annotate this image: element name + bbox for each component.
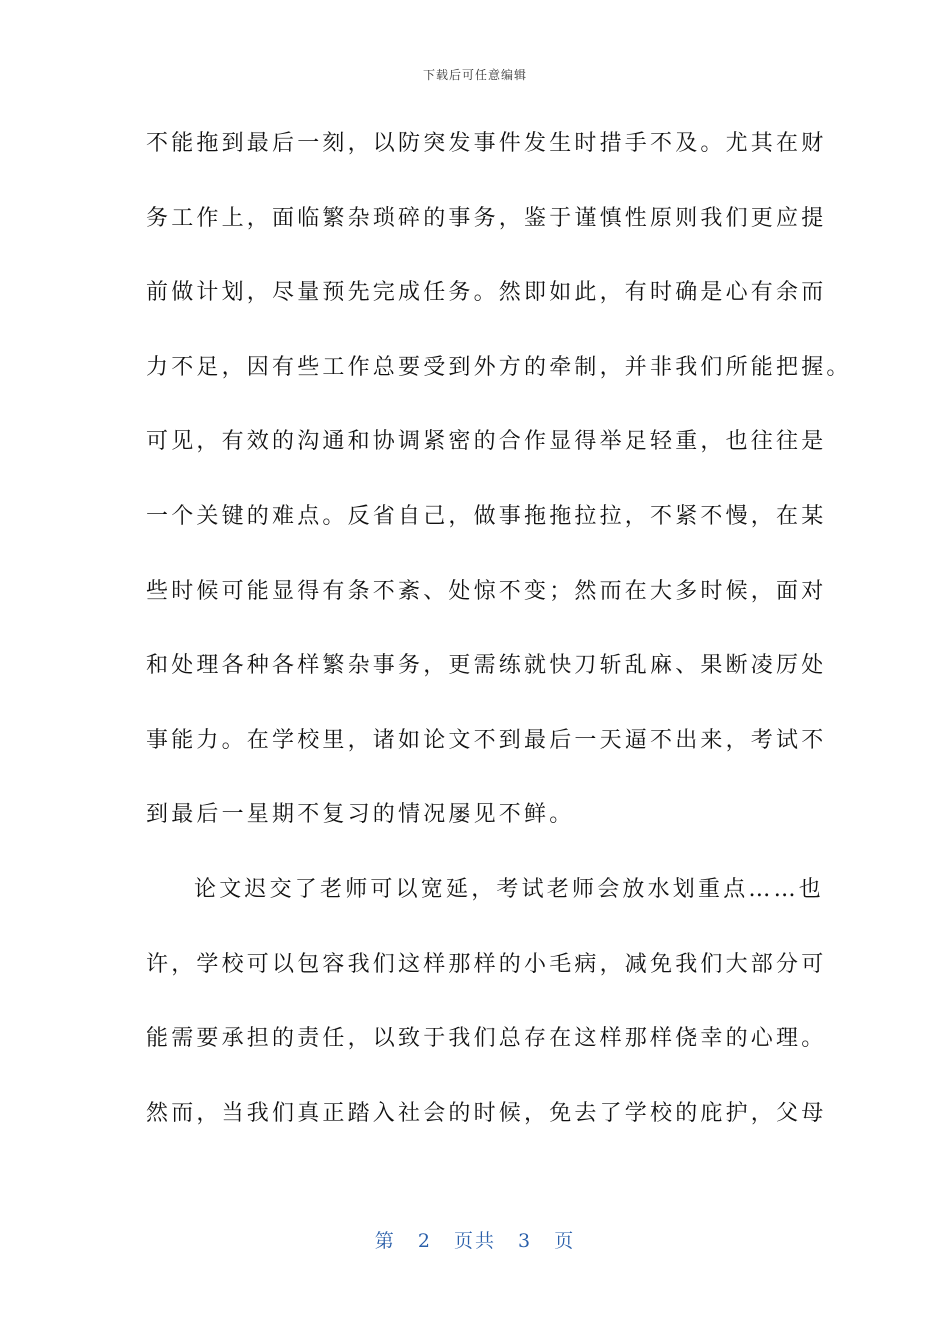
text-line: 可见，有效的沟通和协调紧密的合作显得举足轻重，也往往是 xyxy=(146,429,827,455)
text-line: 然而，当我们真正踏入社会的时候，免去了学校的庇护，父母 xyxy=(146,1100,827,1126)
page-footer xyxy=(0,1226,950,1253)
text-line: 许，学校可以包容我们这样那样的小毛病，减免我们大部分可 xyxy=(146,951,827,977)
text-line: 不能拖到最后一刻，以防突发事件发生时措手不及。尤其在财 xyxy=(146,131,827,156)
footer-middle: 页共 xyxy=(453,1230,496,1252)
paragraph xyxy=(146,122,852,868)
footer-prefix: 第 xyxy=(374,1230,396,1252)
page-header: 下载后可任意编辑 xyxy=(422,68,527,82)
text-line: 力不足，因有些工作总要受到外方的牵制，并非我们所能把握。 xyxy=(146,354,852,380)
document-body xyxy=(146,122,852,1166)
paragraph xyxy=(146,868,827,1166)
text-line: 论文迟交了老师可以宽延，考试老师会放水划重点……也 xyxy=(194,876,825,902)
text-line: 事能力。在学校里，诸如论文不到最后一天逼不出来，考试不 xyxy=(146,727,827,753)
text-line: 到最后一星期不复习的情况屡见不鲜。 xyxy=(146,802,575,828)
text-line: 些时候可能显得有条不紊、处惊不变；然而在大多时候，面对 xyxy=(146,578,827,604)
footer-suffix: 页 xyxy=(554,1230,576,1252)
text-line: 一个关键的难点。反省自己，做事拖拖拉拉，不紧不慢，在某 xyxy=(146,503,827,529)
total-pages-number: 3 xyxy=(518,1230,533,1252)
text-line: 前做计划，尽量预先完成任务。然即如此，有时确是心有余而 xyxy=(146,280,827,306)
text-line: 和处理各种各样繁杂事务，更需练就快刀斩乱麻、果断凌厉处 xyxy=(146,653,827,679)
current-page-number: 2 xyxy=(417,1230,432,1252)
text-line: 能需要承担的责任，以致于我们总存在这样那样侥幸的心理。 xyxy=(146,1026,827,1052)
text-line: 务工作上，面临繁杂琐碎的事务，鉴于谨慎性原则我们更应提 xyxy=(146,205,827,231)
